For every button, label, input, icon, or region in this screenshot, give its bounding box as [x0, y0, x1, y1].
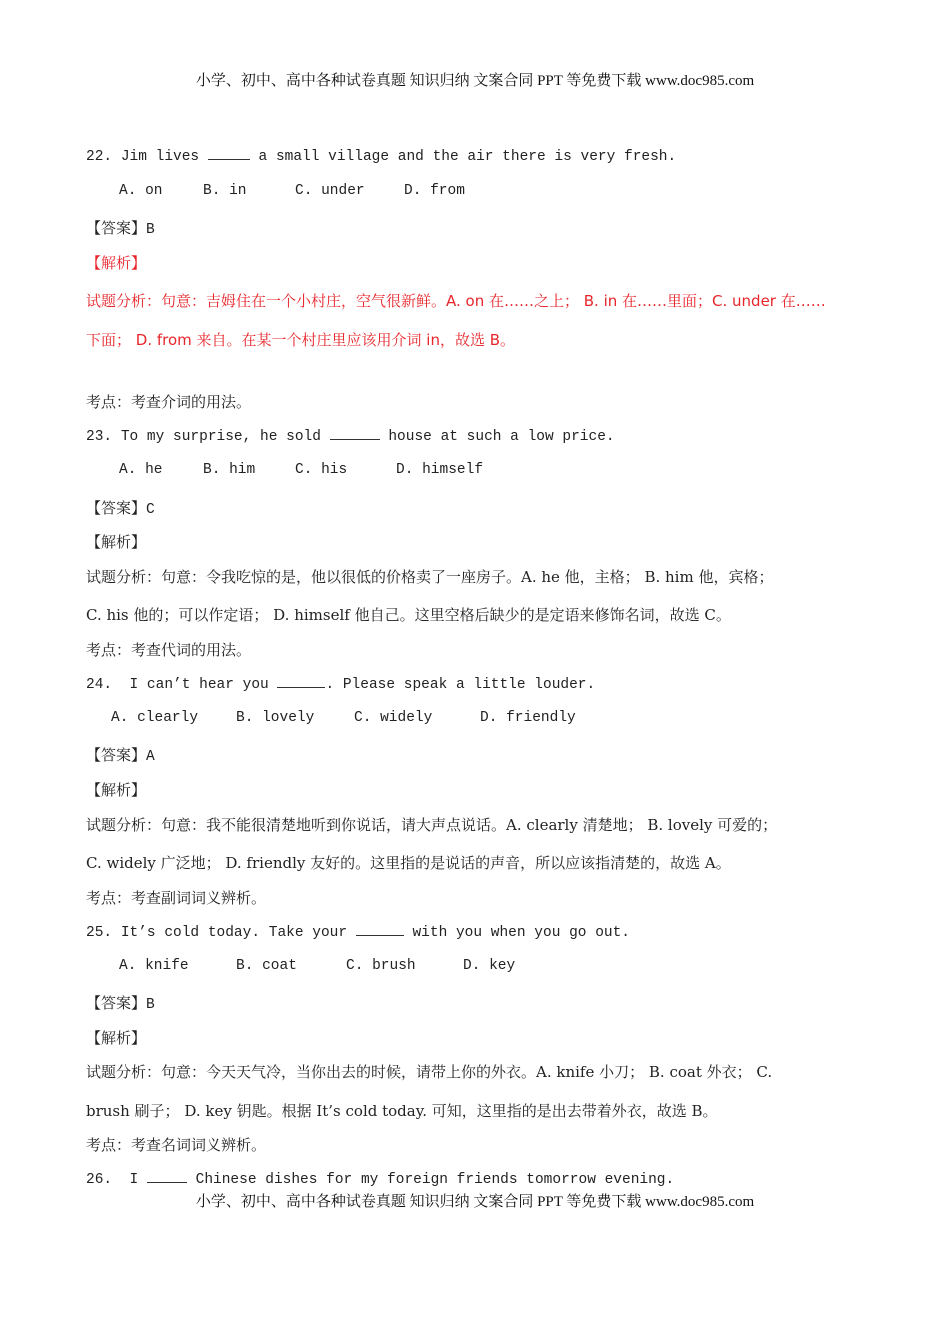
option-a: A. on	[119, 183, 163, 199]
question-stem	[86, 923, 630, 941]
answer-value: A	[146, 749, 155, 765]
key-point-text: 考查介词的用法。	[131, 393, 252, 411]
analysis-label: 【解析】	[86, 254, 147, 272]
analysis-line-1: 试题分析：句意：令我吃惊的是，他以很低的价格卖了一座房子。A. he 他，主格； B. him 他，宾格；	[86, 568, 774, 586]
analysis-line-2: C. widely 广泛地； D. friendly 友好的。这里指的是说话的声音，所以应该指清楚的，故选 A。	[86, 854, 731, 872]
key-point-text: 考查代词的用法。	[131, 641, 252, 659]
analysis-label: 【解析】	[86, 781, 147, 799]
answer-line	[86, 217, 155, 238]
key-point-label: 考点：	[86, 1136, 132, 1154]
analysis-label: 【解析】	[86, 1029, 147, 1047]
answer-line	[86, 497, 155, 518]
answer-line	[86, 992, 155, 1013]
question-stem	[86, 1170, 674, 1188]
answer-blank	[330, 427, 380, 440]
key-point	[86, 1134, 266, 1155]
option-c: C. his	[295, 462, 348, 478]
stem-before: I	[129, 1172, 139, 1188]
page-header-banner: 小学、初中、高中各种试卷真题 知识归纳 文案合同 PPT 等免费下载 www.doc985.com	[195, 73, 755, 89]
question-stem	[86, 675, 595, 693]
option-b: B. lovely	[236, 710, 315, 726]
option-d: D. from	[404, 183, 465, 199]
answer-label: 【答案】	[86, 994, 147, 1012]
key-point	[86, 639, 251, 660]
answer-blank	[356, 923, 404, 936]
question-number: 24.	[86, 677, 113, 693]
analysis-line-2: C. his 他的；可以作定语； D. himself 他自己。这里空格后缺少的是定语来修饰名词，故选 C。	[86, 606, 731, 624]
key-point-label: 考点：	[86, 889, 132, 907]
option-c: C. widely	[354, 710, 433, 726]
answer-label: 【答案】	[86, 499, 147, 517]
question-stem	[86, 427, 615, 445]
option-d: D. friendly	[480, 710, 576, 726]
option-a: A. knife	[119, 958, 189, 974]
question-number: 23.	[86, 429, 113, 445]
option-c: C. under	[295, 183, 365, 199]
stem-after: house at such a low price.	[388, 429, 615, 445]
analysis-label: 【解析】	[86, 533, 147, 551]
option-b: B. in	[203, 183, 247, 199]
answer-blank	[277, 675, 325, 688]
key-point-text: 考查副词词义辨析。	[131, 889, 267, 907]
analysis-line-2: 下面； D. from 来自。在某一个村庄里应该用介词 in，故选 B。	[86, 331, 516, 349]
stem-after: Chinese dishes for my foreign friends tomorrow evening.	[195, 1172, 675, 1188]
analysis-line-1: 试题分析：句意：今天天气冷，当你出去的时候，请带上你的外衣。A. knife 小刀； B. coat 外衣； C.	[86, 1063, 773, 1081]
answer-label: 【答案】	[86, 219, 147, 237]
stem-after: a small village and the air there is very fresh.	[258, 149, 677, 165]
question-number: 22.	[86, 149, 113, 165]
answer-line	[86, 744, 155, 765]
option-d: D. key	[463, 958, 516, 974]
page-footer-banner: 小学、初中、高中各种试卷真题 知识归纳 文案合同 PPT 等免费下载 www.doc985.com	[195, 1194, 755, 1210]
analysis-line-2: brush 刷子； D. key 钥匙。根据 It’s cold today. 可知，这里指的是出去带着外衣，故选 B。	[86, 1102, 718, 1120]
stem-before: I can’t hear you	[129, 677, 269, 693]
option-b: B. coat	[236, 958, 297, 974]
key-point	[86, 391, 251, 412]
option-a: A. clearly	[111, 710, 199, 726]
stem-before: It’s cold today. Take your	[120, 925, 348, 941]
answer-blank	[147, 1170, 187, 1183]
stem-after: with you when you go out.	[412, 925, 631, 941]
key-point-label: 考点：	[86, 393, 132, 411]
answer-value: B	[146, 222, 155, 238]
option-b: B. him	[203, 462, 256, 478]
key-point	[86, 887, 266, 908]
stem-before: Jim lives	[120, 149, 200, 165]
question-number: 25.	[86, 925, 113, 941]
stem-before: To my surprise, he sold	[120, 429, 321, 445]
stem-after: . Please speak a little louder.	[325, 677, 596, 693]
answer-value: B	[146, 997, 155, 1013]
question-stem	[86, 147, 676, 165]
option-c: C. brush	[346, 958, 416, 974]
option-d: D. himself	[396, 462, 484, 478]
option-a: A. he	[119, 462, 163, 478]
analysis-line-1: 试题分析：句意：吉姆住在一个小村庄，空气很新鲜。A. on 在……之上； B. in 在……里面；C. under 在……	[86, 292, 826, 310]
analysis-line-1: 试题分析：句意：我不能很清楚地听到你说话，请大声点说话。A. clearly 清楚地； B. lovely 可爱的；	[86, 816, 778, 834]
key-point-text: 考查名词词义辨析。	[131, 1136, 267, 1154]
answer-label: 【答案】	[86, 746, 147, 764]
answer-value: C	[146, 502, 155, 518]
key-point-label: 考点：	[86, 641, 132, 659]
question-number: 26.	[86, 1172, 113, 1188]
answer-blank	[208, 147, 250, 160]
